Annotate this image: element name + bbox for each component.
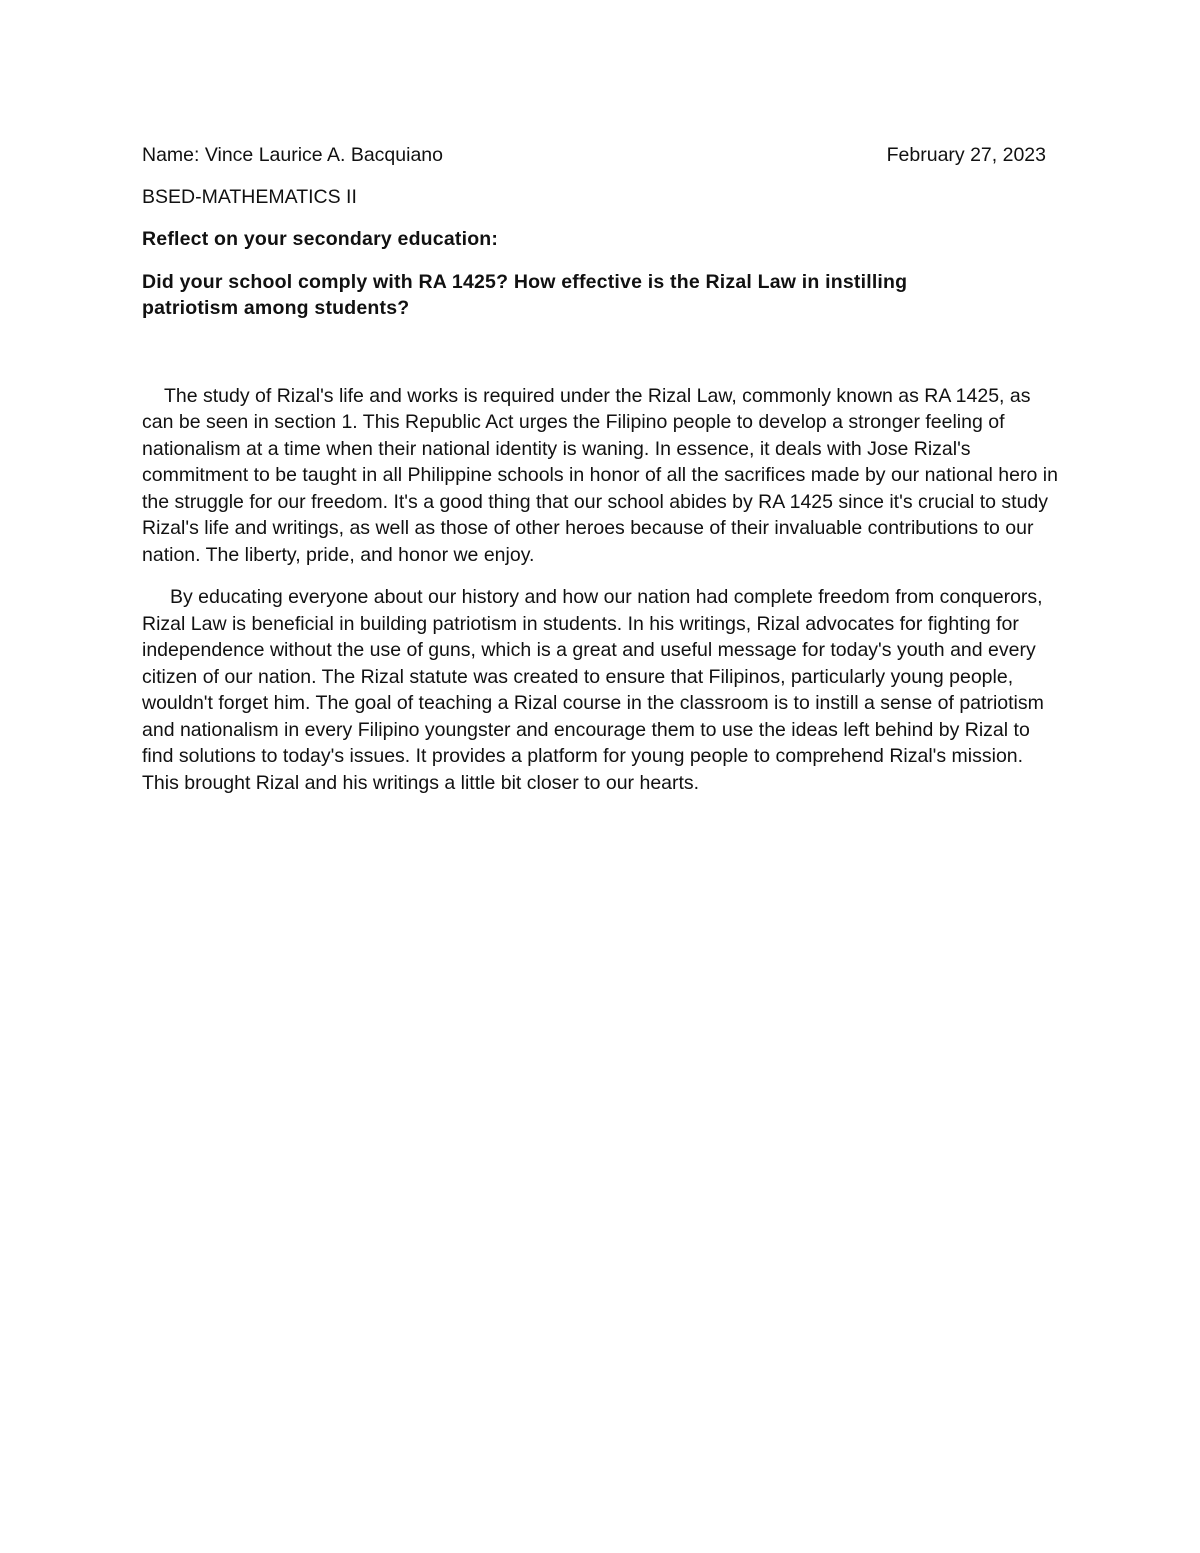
student-name: Name: Vince Laurice A. Bacquiano bbox=[142, 144, 443, 166]
paragraph-1: The study of Rizal's life and works is required under the Rizal Law, commonly known as RA 1425, as can be seen in section 1. This Republic Act urges the Filipino people to develop a stronger feeling of nationalism at a time when their national identity is waning. In essence, it deals with Jose Rizal's commitment to be taught in all Philippine schools in honor of all the sacrifices made by our national hero in the struggle for our freedom. It's a good thing that our school abides by RA 1425 since it's crucial to study Rizal's life and writings, as well as those of other heroes because of their invaluable contributions to our nation. The liberty, pride, and honor we enjoy. bbox=[142, 384, 1058, 566]
submission-date: February 27, 2023 bbox=[886, 144, 1046, 166]
document-body bbox=[142, 142, 1062, 812]
paragraph-2: By educating everyone about our history and how our nation had complete freedom from conquerors, Rizal Law is beneficial in building patriotism in students. In his writings, Rizal advocates for fighting for independence without the use of guns, which is a great and useful message for today's youth and every citizen of our nation. The Rizal statute was created to ensure that Filipinos, particularly young people, wouldn't forget him. The goal of teaching a Rizal course in the classroom is to instill a sense of patriotism and nationalism in every Filipino youngster and encourage them to use the ideas left behind by Rizal to find solutions to today's issues. It provides a platform for young people to comprehend Rizal's mission. This brought Rizal and his writings a little bit closer to our hearts. bbox=[142, 586, 1044, 794]
program-line: BSED-MATHEMATICS II bbox=[142, 185, 357, 208]
question-heading: Did your school comply with RA 1425? How effective is the Rizal Law in instilling patriotism among students? bbox=[142, 270, 908, 319]
header-row bbox=[142, 142, 1046, 169]
prompt-heading: Reflect on your secondary education: bbox=[142, 228, 499, 250]
